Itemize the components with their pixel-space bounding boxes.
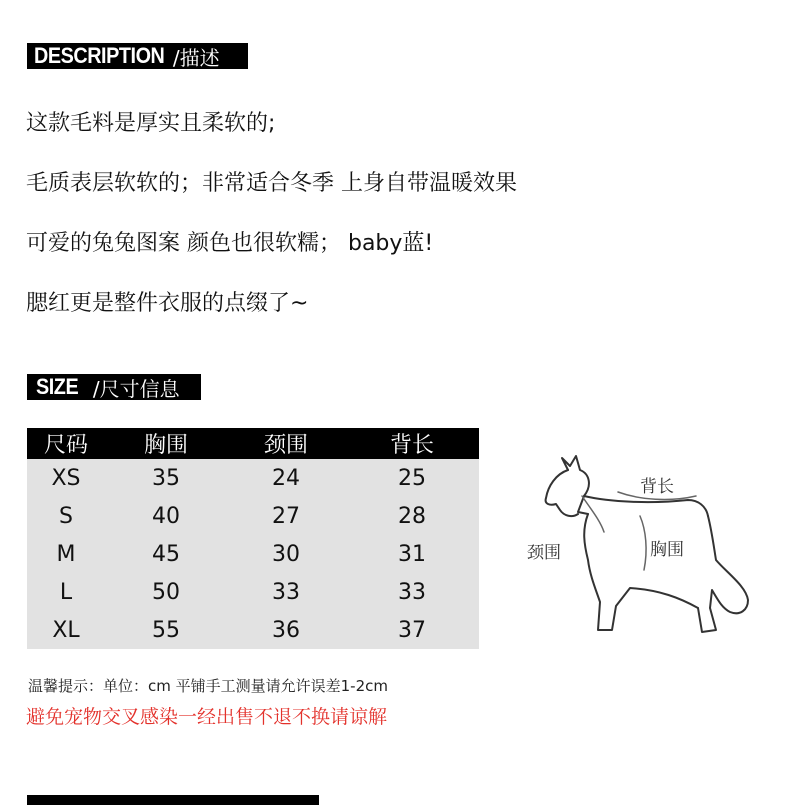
description-line-1: 这款毛料是厚实且柔软的; (26, 111, 276, 136)
chest-measure-line (640, 516, 646, 570)
cell-chest: 40 (105, 497, 227, 535)
header-back: 背长 (345, 428, 479, 459)
cell-back: 37 (345, 611, 479, 649)
table-row (27, 497, 479, 535)
description-title-en: DESCRIPTION (34, 43, 165, 68)
cell-back: 25 (345, 459, 479, 497)
description-title-cn: /描述 (172, 45, 220, 70)
description-line-2: 毛质表层软软的；非常适合冬季 上身自带温暖效果 (26, 171, 517, 196)
header-size: 尺码 (27, 428, 105, 459)
table-row (27, 611, 479, 649)
table-row (27, 459, 479, 497)
cell-size: XL (27, 611, 105, 649)
back-length-label: 背长 (640, 477, 674, 497)
description-header (27, 43, 248, 69)
cell-neck: 36 (227, 611, 345, 649)
cell-neck: 27 (227, 497, 345, 535)
header-neck: 颈围 (227, 428, 345, 459)
description-line-3: 可爱的兔兔图案 颜色也很软糯； baby蓝! (26, 231, 434, 256)
table-row (27, 573, 479, 611)
cell-chest: 55 (105, 611, 227, 649)
cell-neck: 24 (227, 459, 345, 497)
next-section-header (27, 795, 319, 805)
size-header (27, 374, 201, 400)
chest-label: 胸围 (650, 540, 684, 560)
neck-label: 颈围 (527, 543, 561, 563)
cell-neck: 33 (227, 573, 345, 611)
cell-chest: 45 (105, 535, 227, 573)
cell-chest: 35 (105, 459, 227, 497)
return-policy-warning: 避免宠物交叉感染一经出售不退不换请谅解 (26, 706, 388, 728)
size-title-cn: /尺寸信息 (92, 376, 180, 401)
cell-size: L (27, 573, 105, 611)
description-line-4: 腮红更是整件衣服的点缀了~ (26, 291, 309, 316)
cell-neck: 30 (227, 535, 345, 573)
cell-size: XS (27, 459, 105, 497)
header-chest: 胸围 (105, 428, 227, 459)
table-row (27, 535, 479, 573)
size-table (27, 428, 479, 649)
cell-back: 31 (345, 535, 479, 573)
size-table-header-row (27, 428, 479, 459)
size-title-en: SIZE (36, 374, 79, 399)
dog-outline (562, 456, 589, 514)
cell-size: M (27, 535, 105, 573)
measurement-tip: 温馨提示：单位：cm 平铺手工测量请允许误差1-2cm (28, 677, 388, 695)
cell-back: 33 (345, 573, 479, 611)
cell-chest: 50 (105, 573, 227, 611)
cell-size: S (27, 497, 105, 535)
cell-back: 28 (345, 497, 479, 535)
